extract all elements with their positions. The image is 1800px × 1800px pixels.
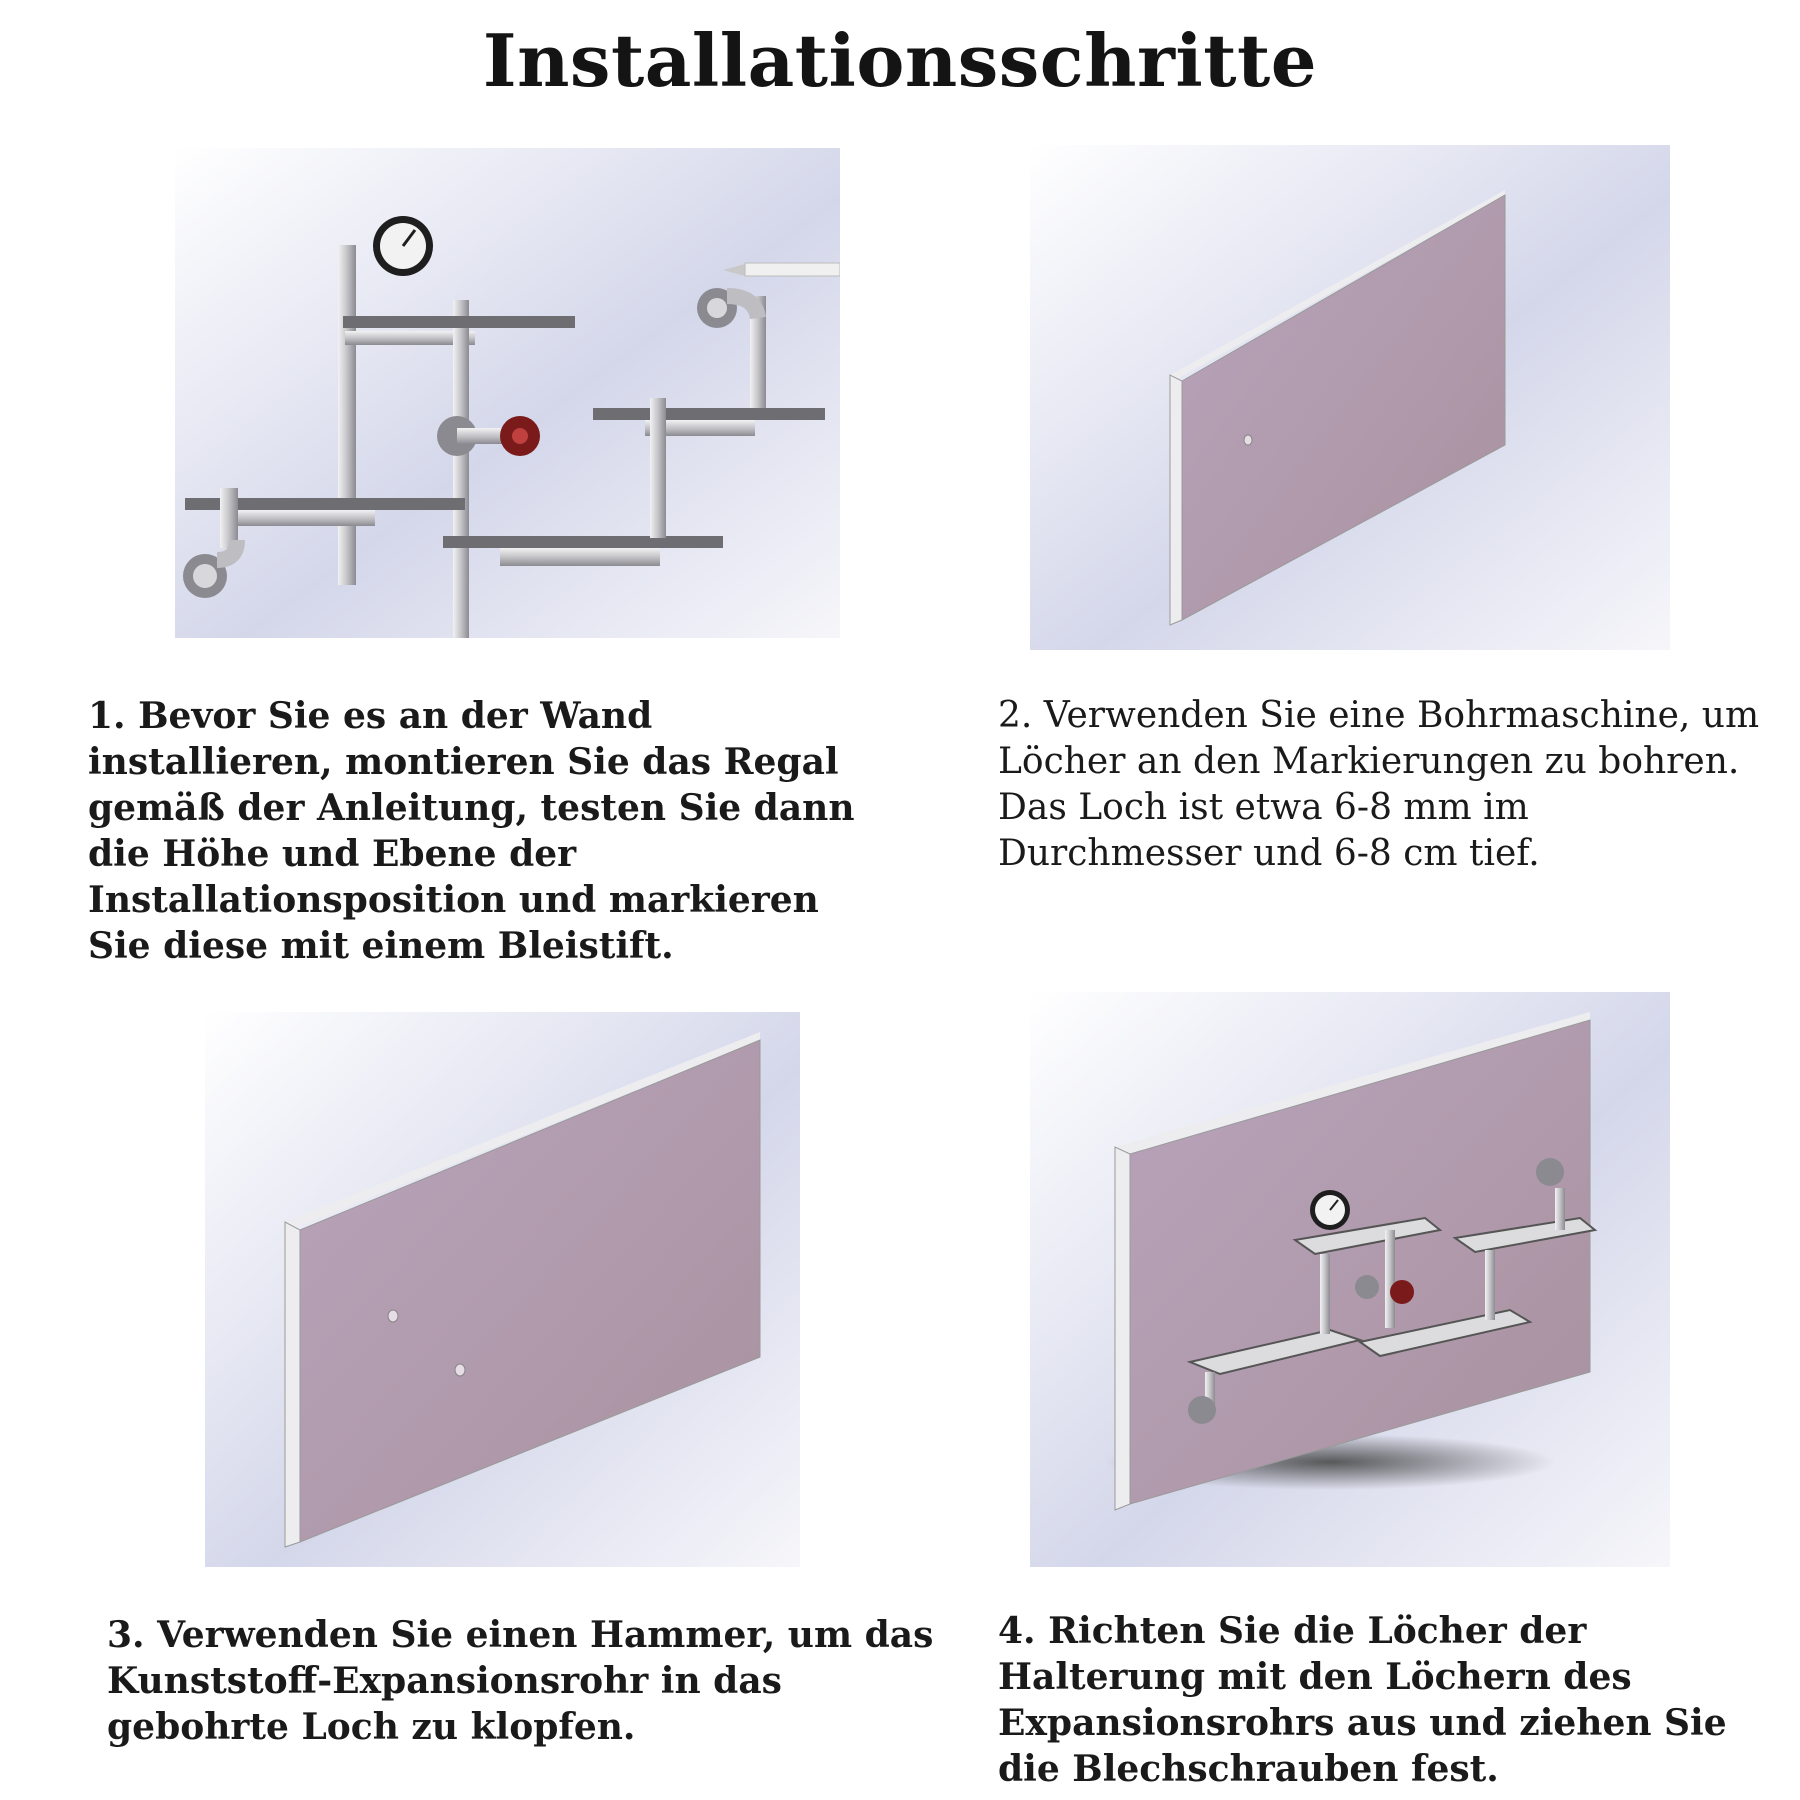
step-3-caption: 3. Verwenden Sie einen Hammer, um das Kunststoff-Expansionsrohr in das gebohrte Loch zu klopfen.	[107, 1614, 934, 1748]
step-4-illustration	[1030, 992, 1670, 1567]
step-2-illustration	[1030, 145, 1670, 650]
page-title: Installationsschritte	[482, 18, 1318, 103]
step-1-illustration	[175, 148, 840, 638]
step-3-illustration	[205, 1012, 800, 1567]
step-1-caption: 1. Bevor Sie es an der Wand installieren, montieren Sie das Regal gemäß der Anleitung, testen Sie dann die Höhe und Ebene der Installationsposition und markieren Sie diese mit einem Bleistift.	[88, 695, 855, 967]
step-2-caption: 2. Verwenden Sie eine Bohrmaschine, um Löcher an den Markierungen zu bohren. Das Loch ist etwa 6-8 mm im Durchmesser und 6-8 cm tief.	[998, 695, 1760, 874]
step-4-caption: 4. Richten Sie die Löcher der Halterung mit den Löchern des Expansionsrohrs aus und ziehen Sie die Blechschrauben fest.	[998, 1610, 1727, 1790]
